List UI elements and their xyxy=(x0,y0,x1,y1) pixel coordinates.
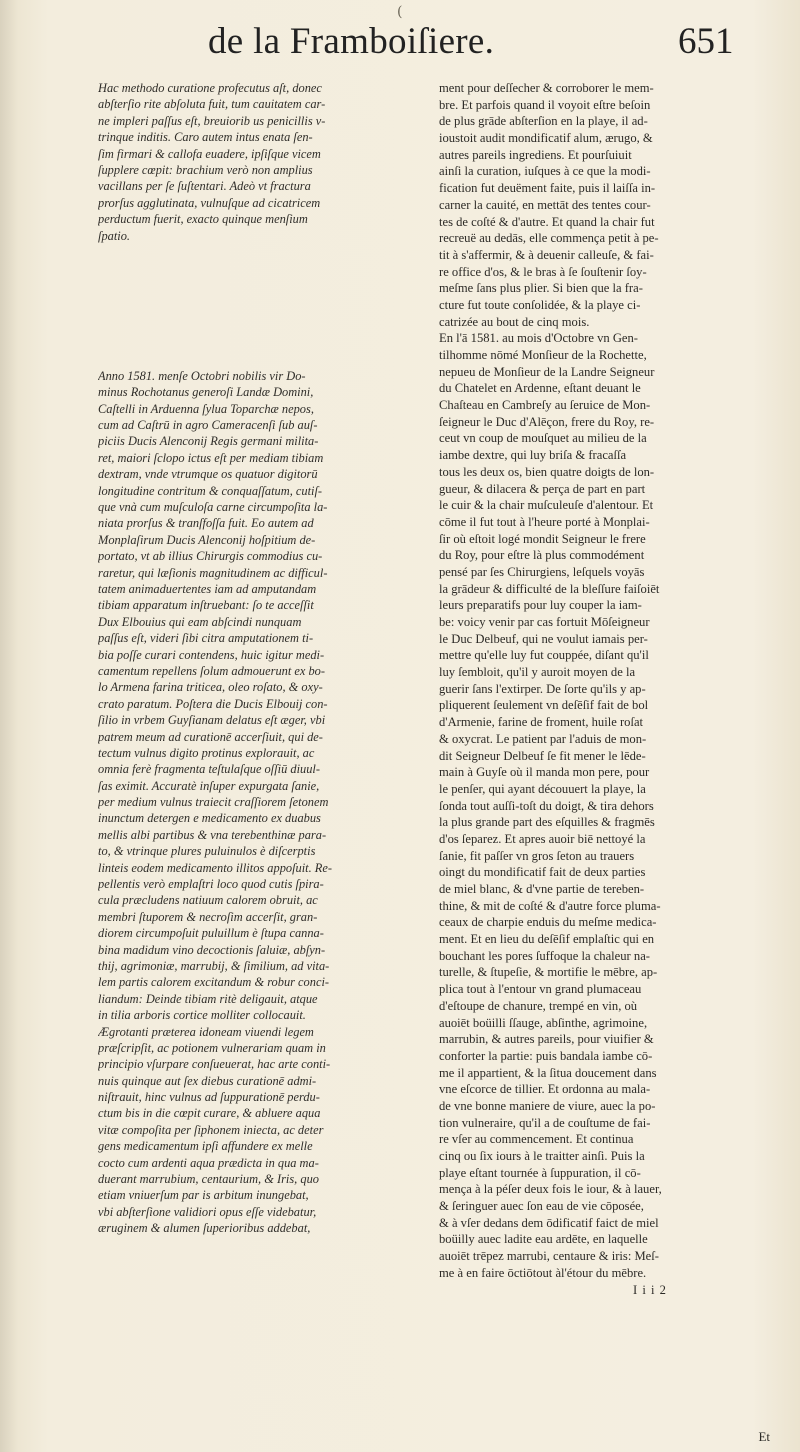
latin-text-line: piciis Ducis Alenconij Regis germani milita- xyxy=(98,434,319,449)
paragraph-gap xyxy=(98,244,424,368)
french-text-line: de plus grāde abſterſion en la playe, il ad- xyxy=(439,114,648,129)
latin-text-line: paſſus eſt, videri ſibi citra amputationem ti- xyxy=(98,631,314,646)
latin-text-line: liandum: Deinde tibiam ritè deligauit, atque xyxy=(98,991,318,1006)
latin-text-line: Caſtelli in Arduenna ſylua Toparchæ nepos, xyxy=(98,401,314,416)
latin-text-line: gens medicamentum ipſi affundere ex melle xyxy=(98,1139,313,1154)
french-text-line: gueur, & dilacera & perça de part en part xyxy=(439,481,646,496)
latin-text-line: dextram, vnde vtrumque os quatuor digitorū xyxy=(98,467,318,482)
french-text-line: tous les deux os, bien quatre doigts de lon- xyxy=(439,464,655,479)
latin-text-line: cum ad Caſtrū in agro Cameracenſi ſub auſ- xyxy=(98,418,318,433)
french-text-line: tit à s'affermir, & à deuenir calleuſe, & fai- xyxy=(439,247,654,262)
latin-text-line: æruginem & alumen ſuperioribus addebat, xyxy=(98,1221,311,1236)
page-header xyxy=(0,20,800,80)
french-text xyxy=(439,80,781,1282)
latin-text-line: Ægrotanti præterea idoneam viuendi legem xyxy=(98,1024,314,1039)
french-text-line: autres pareils ingrediens. Et pourſuiuit xyxy=(439,147,632,162)
french-text-line: ceaux de charpie enduis du meſme medica- xyxy=(439,915,657,930)
french-text-line: vne eſcorce de tillier. Et ordonna au mala- xyxy=(439,1082,651,1097)
french-text-line: pensé par ſes Chirurgiens, leſquels voyās xyxy=(439,564,645,579)
french-text-line: ſeigneur le Duc d'Alēçon, frere du Roy, re- xyxy=(439,414,655,429)
latin-text-line: que vnà cum muſculoſa carne circumpoſita la- xyxy=(98,500,328,515)
latin-text-line: perductum fuerit, exacto quinque menſium xyxy=(98,212,308,227)
french-column xyxy=(439,80,781,1298)
latin-text-line: per medium vulnus traiecit craſſiorem ſetonem xyxy=(98,795,329,810)
french-text-line: playe eſtant tournée à ſuppuration, il cō- xyxy=(439,1165,641,1180)
french-text-line: cture fut toute conſolidée, & la playe ci- xyxy=(439,297,641,312)
latin-text-line: cula præcludens natiuum calorem obruit, ac xyxy=(98,893,318,908)
latin-paragraph-1 xyxy=(98,80,424,244)
latin-text-line: camentum repellens ſolum admouerunt ex bo- xyxy=(98,663,325,678)
french-text-line: main à Guyſe où il manda mon pere, pour xyxy=(439,765,650,780)
french-text-line: mettre qu'elle luy fut couppée, diſant qu'il xyxy=(439,648,649,663)
french-text-line: nepueu de Monſieur de la Landre Seigneur xyxy=(439,364,655,379)
french-text-line: d'os ſeparez. Et apres auoir biē nettoyé la xyxy=(439,831,646,846)
french-text-line: plica tout à l'entour vn grand plumaceau xyxy=(439,982,642,997)
latin-text-line: in tilia arboris cortice molliter collocauit. xyxy=(98,1008,306,1023)
latin-text-line: ſim firmari & callofa euadere, ipſiſque vicem xyxy=(98,146,321,161)
latin-text-line: Anno 1581. menſe Octobri nobilis vir Do- xyxy=(98,368,306,383)
french-text-line: be: voicy venir par cas fortuit Mōſeigneur xyxy=(439,615,650,629)
latin-text-line: patrem meum ad curationē accerſiuit, qui de- xyxy=(98,729,323,744)
latin-text-line: ret, maiori ſclopo ictus eſt per mediam tibiam xyxy=(98,450,324,465)
french-text-line: fication fut deuëment faite, puis il laiſſa in- xyxy=(439,181,656,196)
french-text-line: mença à la péſer deux fois le iour, & à lauer, xyxy=(439,1182,662,1197)
latin-text-line: tectum vulnus digito protinus explorauit, ac xyxy=(98,745,315,760)
latin-text-line: ſilio in vrbem Guyſianam delatus eſt æger, vbi xyxy=(98,713,326,728)
french-text-line: d'Armenie, farine de froment, huile roſat xyxy=(439,715,644,730)
french-text-line: cinq ou ſix iours à le traitter ainſi. Puis la xyxy=(439,1149,645,1163)
french-text-line: tes de coſté & d'autre. Et quand la chair fut xyxy=(439,214,655,229)
latin-text-line: Dux Elbouius qui eam abſcindi nunquam xyxy=(98,614,302,629)
french-text-line: oingt du mondificatif fait de deux parties xyxy=(439,865,646,880)
latin-text-line: pellentis verò emplaſtri loco quod cutis ſpira- xyxy=(98,877,324,892)
french-text-line: luy ſembloit, qu'il y auroit moyen de la xyxy=(439,665,636,680)
latin-text-line: inunctum detergen e medicamento ex duabus xyxy=(98,811,321,826)
french-text-line: le Duc Delbeuf, qui ne voulut iamais per- xyxy=(439,631,648,646)
french-text-line: re vſer au commencement. Et continua xyxy=(439,1132,634,1147)
french-text-line: leurs preparatifs pour luy couper la iam- xyxy=(439,598,642,613)
latin-text-line: longitudine contritum & conquaſſatum, cutiſ- xyxy=(98,483,323,498)
french-text-line: meſme ſans plus plier. Si bien que la fra- xyxy=(439,281,643,296)
french-text-line: me à en faire ōctiōtout àl'étour du mēbre. xyxy=(439,1265,647,1280)
french-text-line: En l'ā 1581. au mois d'Octobre vn Gen- xyxy=(439,331,638,346)
french-text-line: pliquerent ſeulement vn deſēſif fait de bol xyxy=(439,698,649,713)
latin-text-line: omnia ferè fragmenta teſtulaſque oſſiū diuul- xyxy=(98,762,320,777)
latin-text-line: trinque inditis. Caro autem intus enata ſen- xyxy=(98,130,313,145)
latin-text-line: niſtrauit, hinc vulnus ad ſuppurationē perdu- xyxy=(98,1090,320,1105)
french-text-line: & oxycrat. Le patient par l'aduis de mon- xyxy=(439,731,647,746)
french-text-line: le cuir & la chair muſculeuſe d'alentour. Et xyxy=(439,498,654,513)
latin-text-line: vbi abſterſione validiori opus eſſe videbatur, xyxy=(98,1204,317,1219)
latin-text-line: prorſus agglutinata, vulnuſque ad cicatricem xyxy=(98,195,321,210)
latin-text-line: minus Rochotanus generoſi Landæ Domini, xyxy=(98,385,314,400)
french-text-line: cōme il fut tout à l'heure porté à Monplai- xyxy=(439,514,650,529)
french-text-line: ioustoit audit mondificatif alum, ærugo, & xyxy=(439,131,653,146)
latin-text-line: vitæ compoſita per ſiphonem iniecta, ac deter xyxy=(98,1122,324,1137)
latin-text-line: niata prorſus & tranſfoſſa fuit. Eo autem ad xyxy=(98,516,314,531)
latin-text-line: portato, vt ab illius Chirurgis commodius cu- xyxy=(98,549,323,564)
latin-text-line: etiam vniuerſum par is arbitum inungebat, xyxy=(98,1188,309,1203)
french-text-line: turelle, & ſtupeſie, & mortifie le mēbre, ap- xyxy=(439,965,658,980)
french-text-line: ſonda tout auſſi-toſt du doigt, & tira dehors xyxy=(439,798,654,813)
running-title: de la Framboiſiere. xyxy=(208,21,495,62)
french-text-line: thine, & mit de coſté & d'autre force pluma- xyxy=(439,898,661,913)
french-text-line: d'eſtoupe de chanure, trempé en vin, où xyxy=(439,998,638,1013)
french-text-line: recreuë au dedās, elle commença petit à pe- xyxy=(439,231,659,246)
french-text-line: auoiēt trēpez marrubi, centaure & iris: Meſ- xyxy=(439,1249,659,1264)
latin-text-line: to, & vtrinque plures puluinulos è diſcerptis xyxy=(98,844,316,859)
catchword: Et xyxy=(758,1429,770,1444)
latin-text-line: thij, agrimoniæ, marrubij, & ſimilium, ad vita- xyxy=(98,958,330,973)
latin-text-line: ſupplere cœpit: brachium verò non amplius xyxy=(98,162,313,177)
french-text-line: du Chatelet en Ardenne, eſtant deuant le xyxy=(439,381,641,396)
latin-text-line: tibiam apparatum inſtruebant: ſo te acceſſit xyxy=(98,598,314,613)
latin-text-line: Monplaſirum Ducis Alenconij hoſpitium de- xyxy=(98,532,316,547)
latin-text-line: ctum bis in die cœpit curare, & abluere aqua xyxy=(98,1106,321,1121)
french-text-line: la grādeur & difficulté de la bleſſure faiſoiēt xyxy=(439,581,660,596)
latin-text-line: crato paratum. Poſtera die Ducis Elbouij con- xyxy=(98,696,328,711)
french-text-line: Chaſteau en Cambreſy au ſeruice de Mon- xyxy=(439,398,651,413)
french-text-line: guerir ſans l'extirper. De ſorte qu'ils y ap- xyxy=(439,681,646,696)
latin-text-line: nuis quinque aut ſex diebus curationē admi- xyxy=(98,1073,317,1088)
french-text-line: iambe dextre, qui luy briſa & fracaſſa xyxy=(439,448,627,463)
french-text-line: ſanie, fit paſſer vn gros ſeton au trauers xyxy=(439,848,635,863)
french-text-line: ment. Et en lieu du deſēſif emplaſtic qui en xyxy=(439,932,655,947)
latin-text-line: bina madidum vino decoctionis ſaluiæ, abſyn- xyxy=(98,942,326,957)
french-text-line: & ſeringuer auec ſon eau de vie cōposée, xyxy=(439,1199,644,1214)
french-text-line: la plus grande part des eſquilles & fragmēs xyxy=(439,815,655,830)
french-text-line: auoiēt boüilli ſſauge, abſinthe, agrimoine, xyxy=(439,1015,648,1030)
latin-text-line: linteis eodem medicamento illitos appoſuit. Re- xyxy=(98,860,333,875)
french-text-line: bre. Et parfois quand il voyoit eſtre beſoin xyxy=(439,97,651,112)
french-text-line: tion vulneraire, qu'il a de couſtume de fai- xyxy=(439,1115,651,1130)
french-text-line: ment pour deſſecher & corroborer le mem- xyxy=(439,81,654,95)
latin-text-line: duerant marrubium, centaurium, & Iris, quo xyxy=(98,1172,319,1187)
french-text-line: catrizée au bout de cinq mois. xyxy=(439,314,590,329)
french-text-line: ſir où eſtoit logé mondit Seigneur le frere xyxy=(439,531,646,546)
stray-mark: ( xyxy=(397,4,403,20)
page-number: 651 xyxy=(678,21,734,62)
french-text-line: ainſi la curation, iuſques à ce que la modi- xyxy=(439,164,651,179)
french-text-line: carner la cauité, en mettāt des tentes cour- xyxy=(439,197,651,212)
french-text-line: de vne bonne maniere de viure, auec la po- xyxy=(439,1098,656,1113)
latin-text-line: præſcripſit, ac potionem vulnerariam quam in xyxy=(98,1040,326,1055)
french-text-line: boüilly auec ladite eau ardēte, en laquelle xyxy=(439,1232,648,1247)
latin-text-line: tatem animaduertentes iam ad amputandam xyxy=(98,581,317,596)
page-fold-shadow xyxy=(0,0,18,1452)
latin-text-line: ſpatio. xyxy=(98,228,131,243)
french-text-line: me il appartient, & la ſitua doucement dans xyxy=(439,1065,657,1080)
latin-column xyxy=(98,80,424,1237)
latin-text-line: cocto cum ardenti aqua prædicta in qua ma- xyxy=(98,1155,319,1170)
french-text-line: bouchant les pores ſuffoque la chaleur na- xyxy=(439,948,650,963)
signature-mark: I i i 2 xyxy=(633,1282,667,1297)
latin-paragraph-2 xyxy=(98,368,424,1237)
latin-text-line: lem partis calorem excitandum & robur conci- xyxy=(98,975,330,990)
latin-text-line: ne impleri paſſus eſt, breuiorib us penicillis v- xyxy=(98,113,326,128)
french-text-line: ceut vn coup de mouſquet au milieu de la xyxy=(439,431,647,446)
french-text-line: & à vſer dedans dem ōdificatif faict de miel xyxy=(439,1215,659,1230)
french-text-line: tilhomme nōmé Monſieur de la Rochette, xyxy=(439,348,647,362)
french-text-line: de miel blanc, & d'vne partie de tereben- xyxy=(439,882,645,896)
french-text-line: le penſer, qui ayant découuert la playe, la xyxy=(439,781,646,796)
latin-text-line: abſterſio rite abſoluta fuit, tum cauitatem car- xyxy=(98,97,326,112)
latin-text-line: Hac methodo curatione profecutus aſt, donec xyxy=(98,81,322,95)
french-text-line: re office d'os, & le bras à ſe ſouſtenir ſoy- xyxy=(439,264,647,279)
latin-text-line: raretur, qui læſionis magnitudinem ac difficul- xyxy=(98,565,328,580)
latin-text-line: lo Armena farina triticea, oleo roſato, & oxy- xyxy=(98,680,323,695)
french-text-line: dit Seigneur Delbeuf ſe fit mener le lēde- xyxy=(439,748,646,763)
latin-text-line: principio vſurpare conſueuerat, hac arte conti- xyxy=(98,1057,331,1072)
latin-text-line: diorem circumpoſuit puluillum è ſtupa canna- xyxy=(98,926,324,941)
french-text-line: marrubin, & autres pareils, pour viuifier & xyxy=(439,1032,654,1047)
latin-text-line: mellis albi partibus & vna terebenthinæ para- xyxy=(98,827,327,842)
latin-text-line: membri ſtuporem & necroſim accerſit, gran- xyxy=(98,909,318,924)
latin-text-line: ſas eximit. Accuratè inſuper expurgata ſanie, xyxy=(98,778,320,793)
french-text-line: conforter la partie: puis bandala iambe cō- xyxy=(439,1048,653,1063)
latin-text-line: bia poſſe curari contendens, huic igitur medi- xyxy=(98,647,325,662)
latin-text-line: vacillans per ſe ſuſtentari. Adeò vt fractura xyxy=(98,179,311,194)
french-text-line: du Roy, pour eſtre là plus commodément xyxy=(439,548,645,563)
